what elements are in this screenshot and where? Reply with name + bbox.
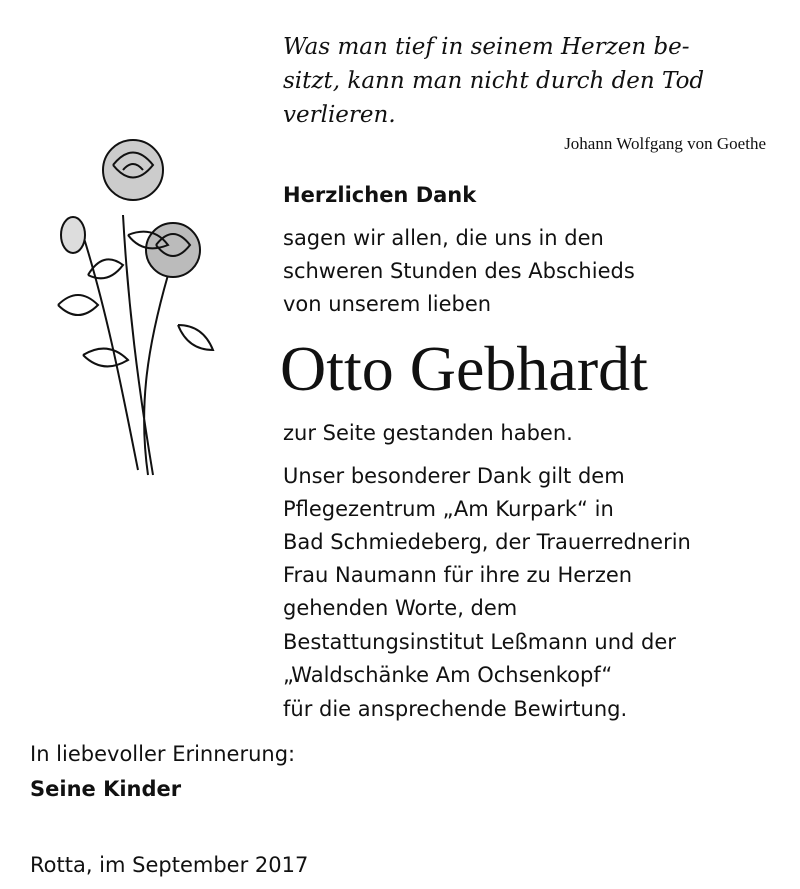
rose-illustration	[28, 125, 218, 485]
body-line: gehenden Worte, dem	[283, 596, 518, 620]
closing: In liebevoller Erinnerung:	[30, 742, 296, 766]
body-line: Pflegezentrum „Am Kurpark“ in	[283, 497, 614, 521]
intro-line: schweren Stunden des Abschieds	[283, 259, 635, 283]
body-line: zur Seite gestanden haben.	[283, 421, 573, 445]
deceased-name: Otto Gebhardt	[280, 333, 648, 404]
intro-line: von unserem lieben	[283, 292, 492, 316]
place-date: Rotta, im September 2017	[30, 853, 309, 877]
quote-line: sitzt, kann man nicht durch den Tod	[283, 68, 705, 94]
body-line: Bad Schmiedeberg, der Trauerrednerin	[283, 530, 691, 554]
quote-line: Was man tief in seinem Herzen be-	[283, 34, 690, 60]
quote-line: verlieren.	[283, 102, 396, 128]
intro-line: sagen wir allen, die uns in den	[283, 226, 604, 250]
body-line: für die ansprechende Bewirtung.	[283, 697, 628, 721]
signature: Seine Kinder	[30, 777, 182, 801]
quote-author: Johann Wolfgang von Goethe	[564, 134, 766, 153]
body-line: Unser besonderer Dank gilt dem	[283, 464, 625, 488]
body-line: „Waldschänke Am Ochsenkopf“	[283, 663, 613, 687]
body-line: Frau Naumann für ihre zu Herzen	[283, 563, 633, 587]
heading: Herzlichen Dank	[283, 183, 477, 207]
body-line: Bestattungsinstitut Leßmann und der	[283, 630, 676, 654]
